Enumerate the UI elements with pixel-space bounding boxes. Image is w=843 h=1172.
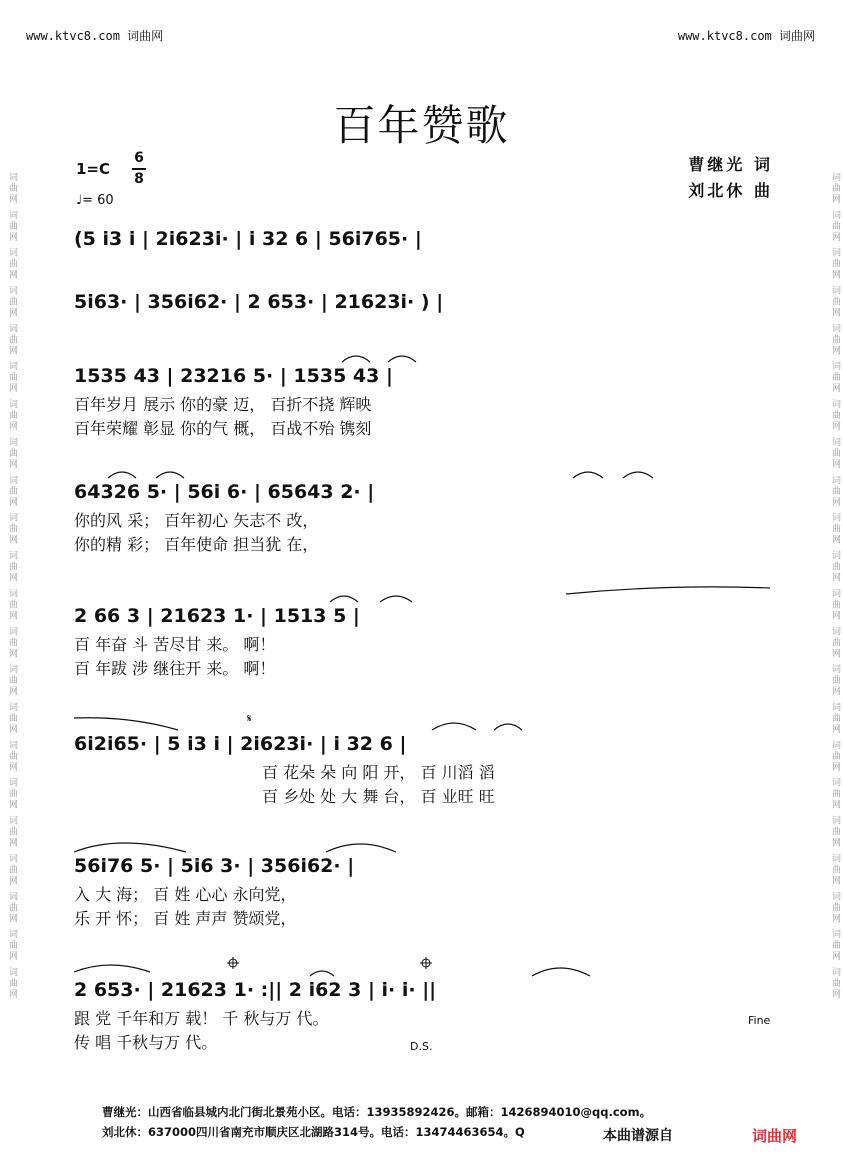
system-2-notes: 5i63· | 356i62· | 2 653· | 21623i· ) | bbox=[74, 291, 444, 313]
system-6-lyrics-2: 百 乡处 处 大 舞 台， 百 业旺 旺 bbox=[262, 787, 495, 806]
system-3-lyrics-1: 百年岁月 展示 你的豪 迈， 百折不挠 辉映 bbox=[74, 395, 372, 414]
header-site-left[interactable]: www.ktvc8.com 词曲网 bbox=[26, 29, 164, 43]
slur bbox=[74, 843, 186, 852]
slur bbox=[310, 971, 334, 976]
key-signature: 1=C bbox=[76, 160, 111, 178]
song-title: 百年赞歌 bbox=[333, 101, 510, 150]
tempo-mark: ♩= 60 bbox=[76, 193, 114, 208]
footer-source-label: 本曲谱源自 bbox=[603, 1128, 673, 1144]
composer-credit: 刘北休 曲 bbox=[688, 181, 773, 200]
system-6-notes: 6i2i65· | 5 i3 i | 2i623i· | i 32 6 | bbox=[74, 733, 407, 755]
slur bbox=[388, 356, 416, 362]
lyricist-credit: 曹继光 词 bbox=[688, 155, 773, 174]
time-bottom: 8 bbox=[134, 170, 144, 187]
system-3-notes: 1535 43 | 23216 5· | 1535 43 | bbox=[74, 365, 393, 387]
footer-lyricist-contact: 曹继光：山西省临县城内北门街北景苑小区。电话：13935892426。邮箱：1426894010@qq.com。 bbox=[102, 1105, 652, 1119]
system-7 bbox=[74, 843, 396, 928]
system-3 bbox=[74, 356, 416, 438]
system-1 bbox=[74, 228, 422, 250]
system-6 bbox=[74, 712, 522, 806]
footer-composer-contact: 刘北休：637000四川省南充市顺庆区北湖路314号。电话：13474463654。Q bbox=[102, 1125, 525, 1139]
slur bbox=[532, 968, 590, 976]
system-7-notes: 56i76 5· | 5i6 3· | 356i62· | bbox=[74, 855, 355, 877]
slur bbox=[494, 724, 522, 730]
system-4 bbox=[74, 472, 653, 554]
system-4-notes: 64326 5· | 56i 6· | 65643 2· | bbox=[74, 481, 375, 503]
system-8-lyrics-2: 传 唱 千秋与万 代。 bbox=[74, 1033, 218, 1052]
system-5-lyrics-2: 百 年跋 涉 继往开 来。 啊！ bbox=[74, 659, 276, 678]
fine-mark: Fine bbox=[748, 1014, 771, 1027]
system-1-notes: (5 i3 i | 2i623i· | i 32 6 | 56i765· | bbox=[74, 228, 422, 250]
side-watermark-left: 词曲网 词曲网 词曲网 词曲网 词曲网 词曲网 词曲网 词曲网 词曲网 词曲网 词曲网 词曲网 词曲网 词曲网 词曲网 词曲网 词曲网 词曲网 词曲网 词曲网 词曲网 词曲网 bbox=[7, 171, 17, 1001]
system-3-lyrics-2: 百年荣耀 彰显 你的气 概， 百战不殆 镌刻 bbox=[74, 419, 372, 438]
system-5-lyrics-1: 百 年奋 斗 苦尽甘 来。 啊！ bbox=[74, 635, 276, 654]
system-7-lyrics-2: 乐 开 怀； 百 姓 声声 赞颂党， bbox=[74, 909, 297, 928]
slur bbox=[156, 472, 184, 478]
system-8-lyrics-1: 跟 党 千年和万 载！ 千 秋与万 代。 bbox=[74, 1009, 329, 1028]
system-2 bbox=[74, 291, 443, 313]
slur bbox=[330, 596, 358, 602]
system-8 bbox=[74, 957, 771, 1053]
system-5-notes: 2 66 3 | 21623 1· | 1513 5 | bbox=[74, 605, 360, 627]
slur bbox=[432, 723, 476, 730]
system-4-lyrics-2: 你的精 彩； 百年使命 担当犹 在， bbox=[74, 535, 319, 554]
slur bbox=[74, 965, 150, 972]
slur bbox=[573, 472, 603, 478]
system-7-lyrics-1: 入 大 海； 百 姓 心心 永向党， bbox=[74, 885, 297, 904]
long-slur bbox=[566, 587, 770, 594]
side-watermark-right: 词曲网 词曲网 词曲网 词曲网 词曲网 词曲网 词曲网 词曲网 词曲网 词曲网 词曲网 词曲网 词曲网 词曲网 词曲网 词曲网 词曲网 词曲网 词曲网 词曲网 词曲网 词曲网 bbox=[830, 171, 840, 1001]
time-top: 6 bbox=[134, 150, 144, 166]
slur bbox=[380, 596, 412, 602]
slur bbox=[623, 472, 653, 478]
slur bbox=[342, 356, 370, 362]
slur bbox=[108, 472, 136, 478]
header-site-right[interactable]: www.ktvc8.com 词曲网 bbox=[677, 29, 815, 43]
tie-continuation bbox=[74, 718, 178, 730]
ds-mark: D.S. bbox=[410, 1040, 433, 1053]
slur bbox=[326, 844, 396, 852]
system-6-lyrics-1: 百 花朵 朵 向 阳 开， 百 川滔 滔 bbox=[262, 763, 495, 782]
system-4-lyrics-1: 你的风 采； 百年初心 矢志不 改， bbox=[74, 511, 319, 530]
system-5 bbox=[74, 587, 770, 678]
system-8-notes: 2 653· | 21623 1· :|| 2 i62 3 | i· i· || bbox=[74, 979, 437, 1001]
footer-logo[interactable]: 词曲网 bbox=[752, 1127, 798, 1145]
segno-sign: 𝄋 bbox=[247, 712, 252, 725]
